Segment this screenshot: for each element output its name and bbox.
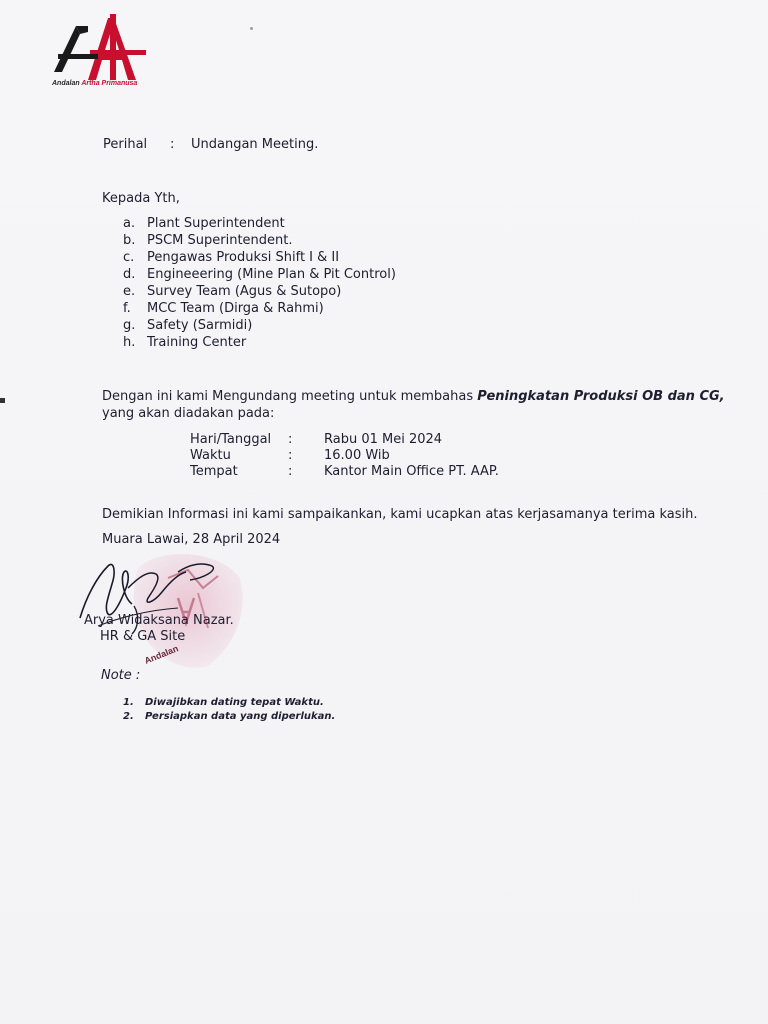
detail-place-value: Kantor Main Office PT. AAP.: [324, 464, 499, 479]
meeting-topic: Peningkatan Produksi OB dan CG,: [477, 389, 725, 404]
list-item: 2. Persiapkan data yang diperlukan.: [123, 711, 336, 722]
list-item: e. Survey Team (Agus & Sutopo): [123, 284, 342, 299]
detail-day-colon: :: [288, 432, 293, 447]
detail-day-value: Rabu 01 Mei 2024: [324, 432, 443, 447]
body-intro-line2: yang akan diadakan pada:: [102, 406, 275, 421]
list-item: f. MCC Team (Dirga & Rahmi): [123, 301, 324, 316]
body-intro-line: [102, 388, 725, 405]
list-item: 1. Diwajibkan dating tepat Waktu.: [123, 697, 324, 708]
company-logo-text: Andalan Artha Primanusa: [52, 80, 138, 87]
detail-time-label: Waktu: [190, 448, 231, 463]
closing-text: Demikian Informasi ini kami sampaikankan, kami ucapkan atas kerjasamanya terima kasih.: [102, 507, 698, 522]
list-item: c. Pengawas Produksi Shift I & II: [123, 250, 340, 265]
place-date: Muara Lawai, 28 April 2024: [102, 532, 281, 547]
signatory-name: Arya Widaksana Nazar.: [84, 613, 234, 628]
body-intro: Dengan ini kami Mengundang meeting untuk membahas: [102, 389, 474, 404]
recipient-list: [123, 215, 396, 351]
subject-colon: :: [170, 137, 175, 152]
detail-time-value: 16.00 Wib: [324, 448, 390, 463]
list-item: b. PSCM Superintendent.: [123, 233, 293, 248]
list-item: h. Training Center: [123, 335, 247, 350]
detail-place-colon: :: [288, 464, 293, 479]
subject-label: Perihal: [103, 137, 148, 152]
scan-edge-mark: [0, 398, 5, 403]
detail-day-label: Hari/Tanggal: [190, 432, 272, 447]
subject-value: Undangan Meeting.: [191, 137, 319, 152]
signatory-position: HR & GA Site: [100, 629, 186, 644]
scan-speck: [250, 27, 253, 30]
list-item: g. Safety (Sarmidi): [123, 318, 253, 333]
list-item: a. Plant Superintendent: [123, 216, 285, 231]
note-title: Note :: [101, 668, 141, 683]
company-logo: [50, 10, 150, 88]
list-item: d. Engineeering (Mine Plan & Pit Control): [123, 267, 396, 282]
recipients-heading: Kepada Yth,: [102, 191, 180, 206]
stamp-text: Andalan: [143, 643, 180, 666]
note-list: [123, 696, 335, 724]
detail-time-colon: :: [288, 448, 293, 463]
detail-place-label: Tempat: [190, 464, 238, 479]
